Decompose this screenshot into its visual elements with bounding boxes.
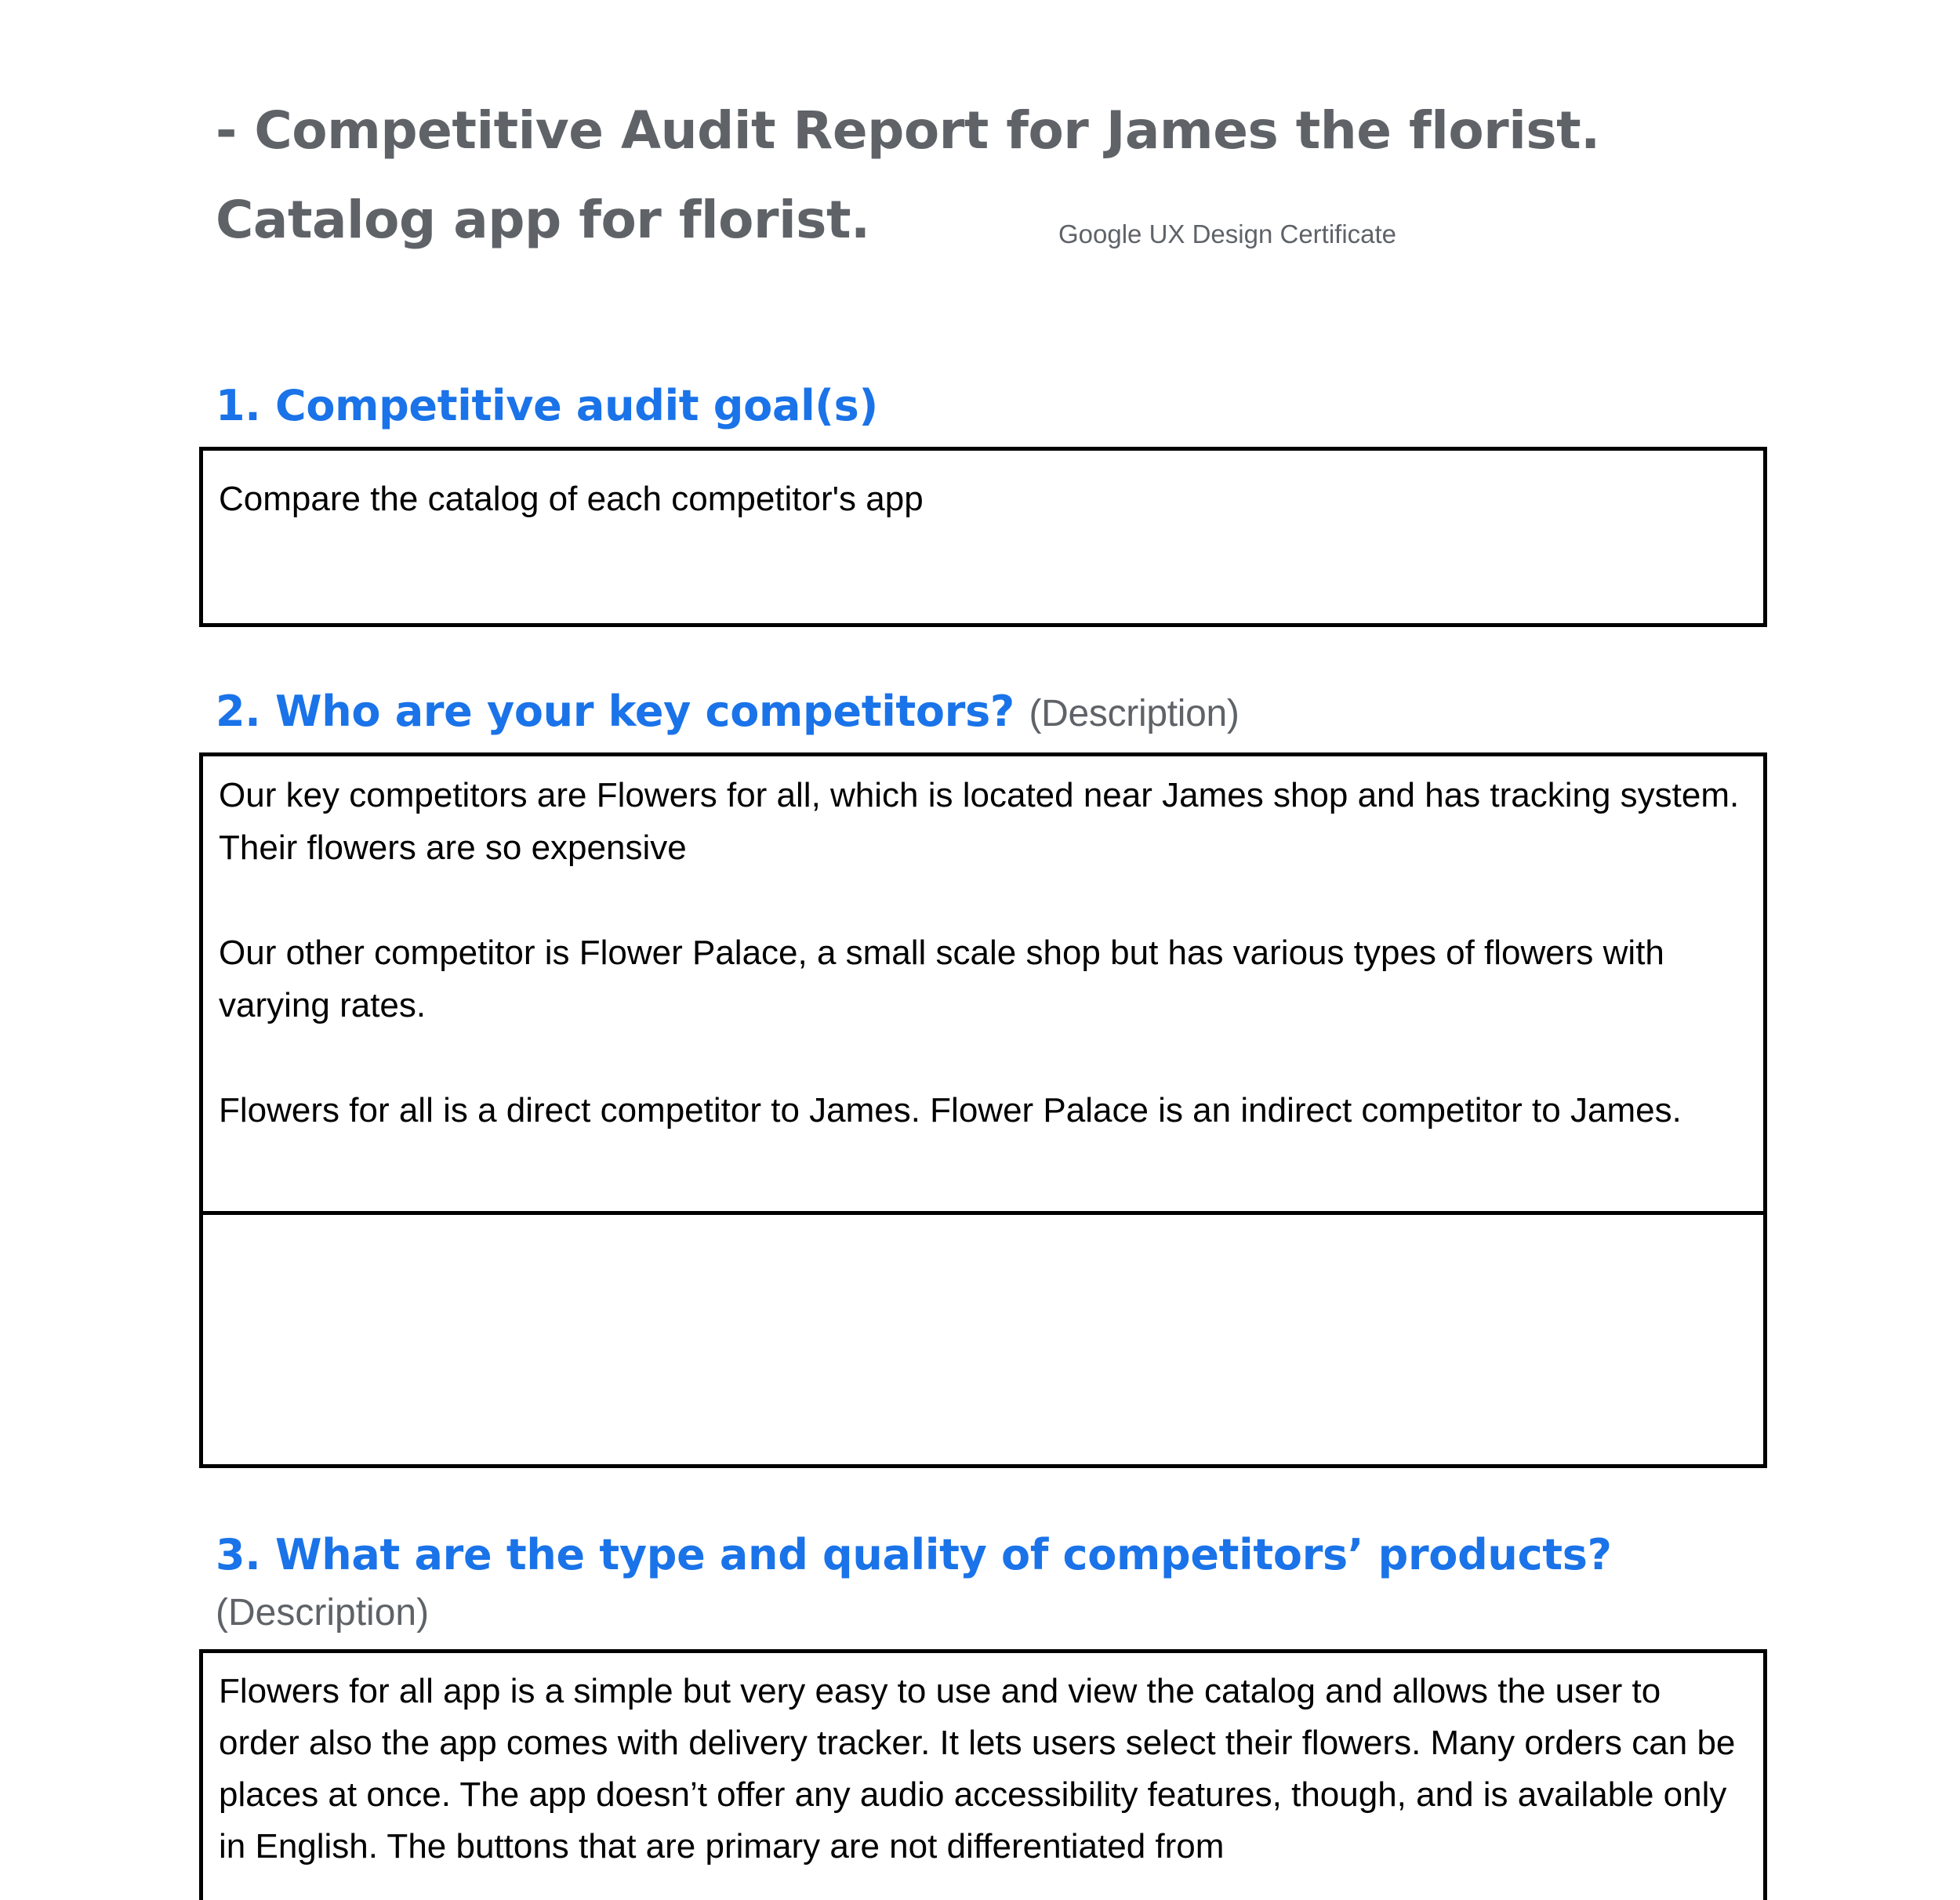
section-2-paragraph-2: Our other competitor is Flower Palace, a small scale shop but has various types of flowers with varying rates.	[219, 934, 1664, 1024]
section-2-paragraph-3: Flowers for all is a direct competitor to James. Flower Palace is an indirect competitor to James.	[219, 1091, 1682, 1129]
section-2-heading-text: 2. Who are your key competitors?	[216, 687, 1014, 736]
section-3-description-label: (Description)	[216, 1592, 430, 1633]
section-2-paragraph-1: Our key competitors are Flowers for all, which is located near James shop and has tracking system. Their flowers are so expensive	[219, 776, 1740, 867]
section-1-answer-text	[219, 473, 1748, 525]
document-title-line-2: Catalog app for florist.	[216, 190, 870, 250]
section-3-answer-box	[199, 1649, 1767, 1900]
section-2-description-label: (Description)	[1029, 693, 1240, 734]
section-3-answer-text	[219, 1666, 1748, 1873]
section-1-answer-box	[199, 447, 1767, 627]
section-2-empty-cell	[199, 1211, 1767, 1468]
section-3-heading	[216, 1530, 1612, 1579]
section-3-paragraph: Flowers for all app is a simple but very easy to use and view the catalog and allows the user to order also the app comes with delivery tracker. It lets users select their flowers. Many orders can be places at once. The app doesn’t offer any audio accessibility features, though, and is available only in English. The buttons that are primary are not differentiated from	[219, 1672, 1736, 1866]
section-1-heading-text: 1. Competitive audit goal(s)	[216, 381, 878, 430]
section-1-heading	[216, 381, 878, 430]
section-1-paragraph: Compare the catalog of each competitor's app	[219, 480, 924, 518]
section-2-answer-text	[219, 769, 1748, 1137]
section-3-heading-text: 3. What are the type and quality of competitors’ products?	[216, 1530, 1612, 1579]
section-2-heading	[216, 687, 1240, 736]
document-title-line-1: - Competitive Audit Report for James the florist.	[216, 100, 1600, 161]
certificate-label: Google UX Design Certificate	[1058, 219, 1397, 248]
section-2-answer-box	[199, 752, 1767, 1215]
